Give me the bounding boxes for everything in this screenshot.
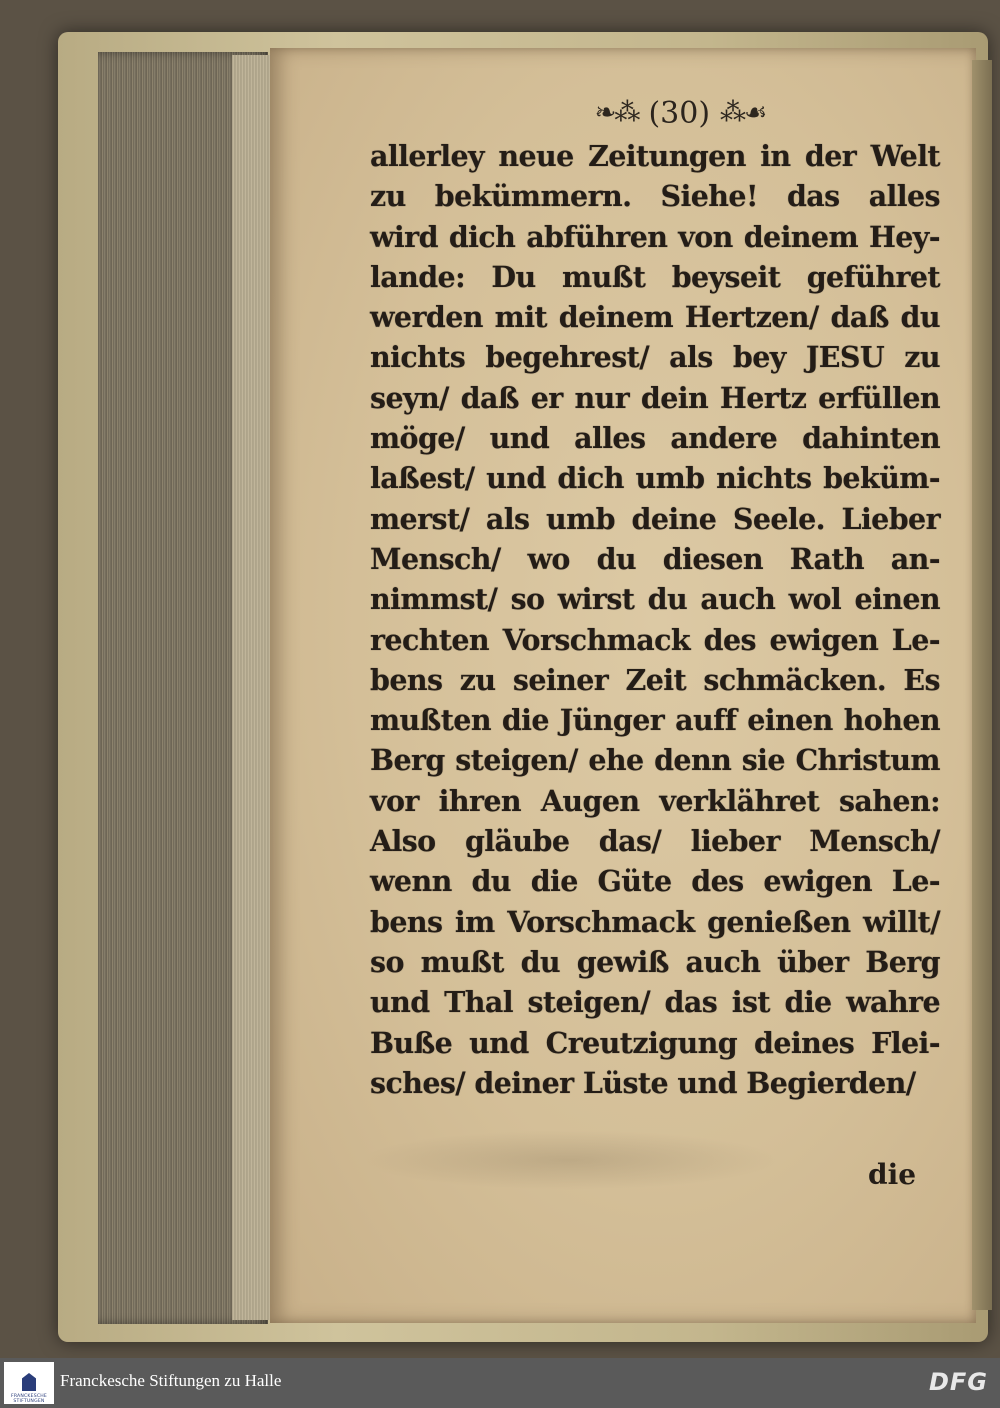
institution-name: Franckesche Stiftungen zu Halle <box>60 1371 282 1390</box>
text-line: sches/ deiner Lüste und Begierden/ <box>370 1065 916 1100</box>
show-through-stain <box>360 1130 780 1190</box>
text-line: so mußt du gewiß auch über Berg <box>370 944 940 979</box>
text-line: Buße und Creutzigung deines Flei- <box>370 1025 940 1060</box>
text-line: seyn/ daß er nur dein Hertz erfüllen <box>370 380 940 415</box>
text-line: mußten die Jünger auff einen hohen <box>370 703 940 738</box>
page-number: (30) <box>648 95 711 131</box>
facing-page-edge <box>972 60 992 1310</box>
text-line: lande: Du mußt beyseit geführet <box>370 259 940 294</box>
text-line: nimmst/ so wirst du auch wol einen <box>370 582 940 617</box>
left-ornament-icon: ❧⁂ <box>594 98 639 128</box>
catchword: die <box>868 1158 917 1191</box>
text-line: Also gläube das/ lieber Mensch/ <box>370 824 940 859</box>
text-line: merst/ als umb deine Seele. Lieber <box>370 501 940 536</box>
text-line: und Thal steigen/ das ist die wahre <box>370 985 940 1020</box>
text-line: laßest/ und dich umb nichts beküm- <box>370 461 940 496</box>
page-body-text <box>370 136 940 1103</box>
text-line: möge/ und alles andere dahinten <box>370 421 940 456</box>
text-line: allerley neue Zeitungen in der Welt <box>370 139 940 173</box>
text-line: Mensch/ wo du diesen Rath an- <box>370 541 940 576</box>
text-line: bens im Vorschmack genießen willt/ <box>370 904 940 939</box>
text-line: zu bekümmern. Siehe! das alles <box>370 179 940 214</box>
logo-text-line1: FRANCKESCHE <box>10 1394 48 1399</box>
page-header <box>560 88 800 138</box>
text-line: werden mit deinem Hertzen/ daß du <box>370 300 940 335</box>
text-line: wird dich abführen von deinem Hey- <box>370 219 940 254</box>
text-line: rechten Vorschmack des ewigen Le- <box>370 622 940 657</box>
page-block-inner-edges <box>232 55 272 1320</box>
logo-text-line2: STIFTUNGEN <box>13 1399 45 1404</box>
building-icon <box>22 1373 36 1391</box>
text-line: wenn du die Güte des ewigen Le- <box>370 864 940 899</box>
text-line: Berg steigen/ ehe denn sie Christum <box>370 743 940 778</box>
institution-logo[interactable] <box>4 1362 54 1404</box>
text-line: bens zu seiner Zeit schmäcken. Es <box>370 662 940 697</box>
right-ornament-icon: ⁂☙ <box>720 98 766 128</box>
text-line: vor ihren Augen verklähret sahen: <box>370 783 940 818</box>
text-line: nichts begehrest/ als bey JESU zu <box>370 340 940 375</box>
footer-bar <box>0 1358 1000 1408</box>
dfg-logo[interactable]: DFG <box>928 1368 988 1396</box>
